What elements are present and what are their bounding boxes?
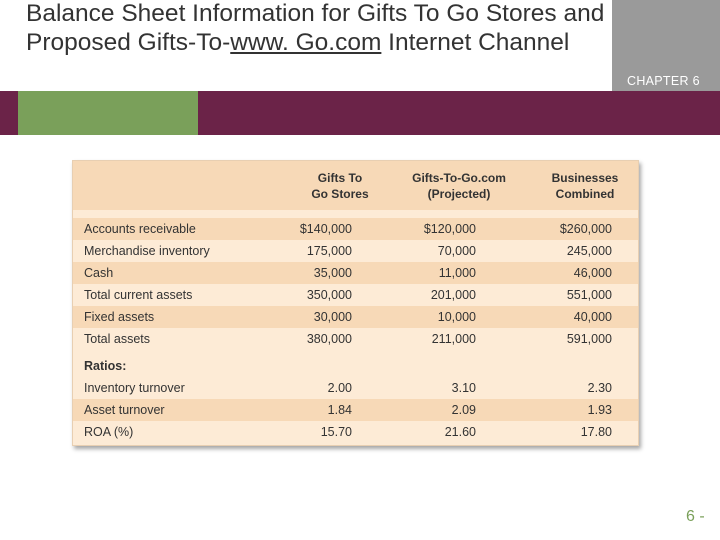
column-header-gifts-to-go-com: Gifts-To-Go.com (Projected) <box>412 171 506 201</box>
cell-businesses-combined: 551,000 <box>566 288 612 302</box>
cell-gifts-to-go-stores: $140,000 <box>299 222 352 236</box>
slide-title-text: Balance Sheet Information for Gifts To Go Stores and Proposed Gifts-To- <box>26 0 605 56</box>
cell-businesses-combined: 46,000 <box>573 266 612 280</box>
slide-title-link[interactable]: www. Go.com <box>230 29 382 56</box>
cell-gifts-to-go-com: 3.10 <box>451 381 476 395</box>
title-area <box>0 0 612 91</box>
cell-gifts-to-go-stores: 2.00 <box>327 381 352 395</box>
cell-businesses-combined: 245,000 <box>566 244 612 258</box>
table-row-asset-turnover <box>73 399 638 421</box>
table-row-total-current-assets <box>73 284 638 306</box>
table-row-roa <box>73 421 638 443</box>
cell-gifts-to-go-com: 201,000 <box>430 288 476 302</box>
row-label: Inventory turnover <box>84 381 185 395</box>
cell-businesses-combined: 1.93 <box>587 403 612 417</box>
row-label: Total assets <box>84 332 151 346</box>
cell-gifts-to-go-com: 11,000 <box>438 266 476 280</box>
cell-businesses-combined: 2.30 <box>587 381 612 395</box>
table-row-merchandise-inventory <box>73 240 638 262</box>
cell-gifts-to-go-stores: 35,000 <box>313 266 352 280</box>
row-label: ROA (%) <box>84 425 134 439</box>
table-header <box>73 161 638 210</box>
cell-gifts-to-go-stores: 15.70 <box>320 425 352 439</box>
column-header-businesses-combined: Businesses Combined <box>551 171 619 201</box>
table-row-ratios-heading <box>73 355 638 377</box>
chapter-label: CHAPTER 6 <box>627 74 700 88</box>
page-number: 6 - <box>686 508 705 525</box>
cell-gifts-to-go-stores: 380,000 <box>306 332 352 346</box>
row-label: Merchandise inventory <box>84 244 210 258</box>
table-row-total-assets <box>73 328 638 350</box>
row-label: Asset turnover <box>84 403 165 417</box>
table-row-fixed-assets <box>73 306 638 328</box>
cell-businesses-combined: 40,000 <box>573 310 612 324</box>
column-header-gifts-to-go-stores: Gifts To Go Stores <box>311 171 369 201</box>
cell-businesses-combined: $260,000 <box>559 222 612 236</box>
cell-gifts-to-go-stores: 175,000 <box>306 244 352 258</box>
balance-sheet-table <box>72 160 639 446</box>
ratios-heading: Ratios: <box>84 359 127 373</box>
cell-gifts-to-go-com: 70,000 <box>437 244 476 258</box>
cell-gifts-to-go-stores: 30,000 <box>313 310 352 324</box>
cell-gifts-to-go-stores: 350,000 <box>306 288 352 302</box>
row-label: Fixed assets <box>84 310 155 324</box>
row-label: Cash <box>84 266 114 280</box>
table-row-cash <box>73 262 638 284</box>
cell-businesses-combined: 17.80 <box>580 425 612 439</box>
header-green-block <box>18 91 198 135</box>
cell-gifts-to-go-stores: 1.84 <box>327 403 352 417</box>
row-label: Accounts receivable <box>84 222 196 236</box>
cell-gifts-to-go-com: 211,000 <box>431 332 476 346</box>
slide-title <box>26 0 606 57</box>
cell-gifts-to-go-com: 21.60 <box>444 425 476 439</box>
table-row-accounts-receivable <box>73 218 638 240</box>
cell-gifts-to-go-com: $120,000 <box>423 222 476 236</box>
cell-gifts-to-go-com: 10,000 <box>437 310 476 324</box>
cell-gifts-to-go-com: 2.09 <box>451 403 476 417</box>
row-label: Total current assets <box>84 288 193 302</box>
slide-title-text-end: Internet Channel <box>381 29 570 56</box>
cell-businesses-combined: 591,000 <box>566 332 612 346</box>
table-row-inventory-turnover <box>73 377 638 399</box>
